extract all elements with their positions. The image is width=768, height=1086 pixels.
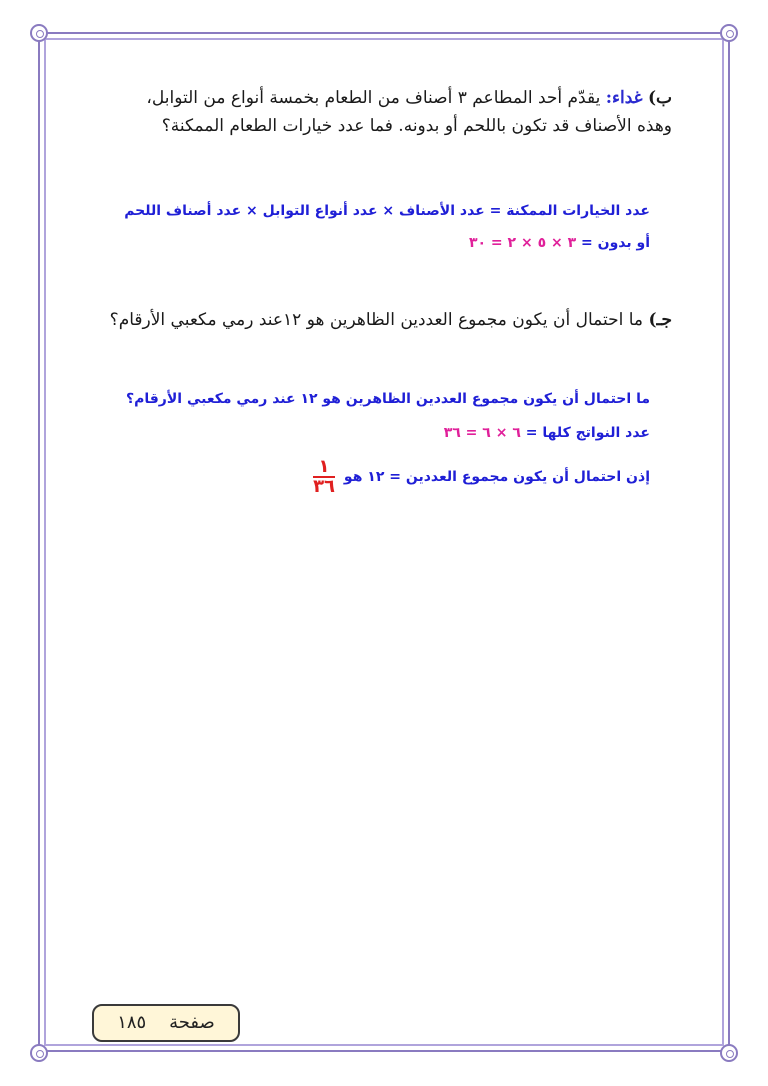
fraction-numerator: ١ <box>313 458 335 478</box>
answer-c-restate: ما احتمال أن يكون مجموع العددين الظاهرين هو ١٢ عند رمي مكعبي الأرقام؟ <box>126 391 650 407</box>
page-label: صفحة <box>169 1012 215 1033</box>
answer-c-outcomes-label: عدد النواتج كلها = <box>525 425 650 441</box>
page-number-box <box>92 1004 240 1042</box>
answer-b <box>90 200 650 254</box>
answer-b-prefix: أو بدون = <box>581 235 650 251</box>
question-c <box>90 306 672 334</box>
question-b-title: غداء: <box>605 88 643 108</box>
question-b <box>90 84 672 140</box>
answer-c-conclusion-line <box>90 458 650 496</box>
probability-fraction <box>313 458 335 496</box>
answer-c-outcomes <box>90 422 650 444</box>
corner-ornament-icon <box>720 24 738 42</box>
answer-b-calc: ٣ × ٥ × ٢ = ٣٠ <box>468 235 577 251</box>
question-b-text1: يقدّم أحد المطاعم ٣ أصناف من الطعام بخمسة أنواع من التوابل، <box>146 88 601 108</box>
page-frame-inner <box>44 38 724 1046</box>
question-b-line1 <box>90 84 672 112</box>
answer-b-calc-line <box>90 232 650 254</box>
question-c-label: جـ) <box>648 310 672 330</box>
corner-ornament-icon <box>30 24 48 42</box>
answer-c <box>90 388 650 496</box>
question-b-text2: وهذه الأصناف قد تكون باللحم أو بدونه. فما عدد خيارات الطعام الممكنة؟ <box>161 116 672 136</box>
question-b-label: ب) <box>647 88 672 108</box>
answer-c-outcomes-calc: ٦ × ٦ = ٣٦ <box>443 425 521 441</box>
corner-ornament-icon <box>30 1044 48 1062</box>
answer-c-conclusion: إذن احتمال أن يكون مجموع العددين = ١٢ هو <box>343 469 650 485</box>
answer-b-formula: عدد الخيارات الممكنة = عدد الأصناف × عدد أنواع التوابل × عدد أصناف اللحم <box>124 203 650 219</box>
corner-ornament-icon <box>720 1044 738 1062</box>
fraction-denominator: ٣٦ <box>313 476 336 497</box>
page-number: ١٨٥ <box>117 1012 147 1033</box>
question-c-text: ما احتمال أن يكون مجموع العددين الظاهرين هو ١٢عند رمي مكعبي الأرقام؟ <box>109 310 644 330</box>
